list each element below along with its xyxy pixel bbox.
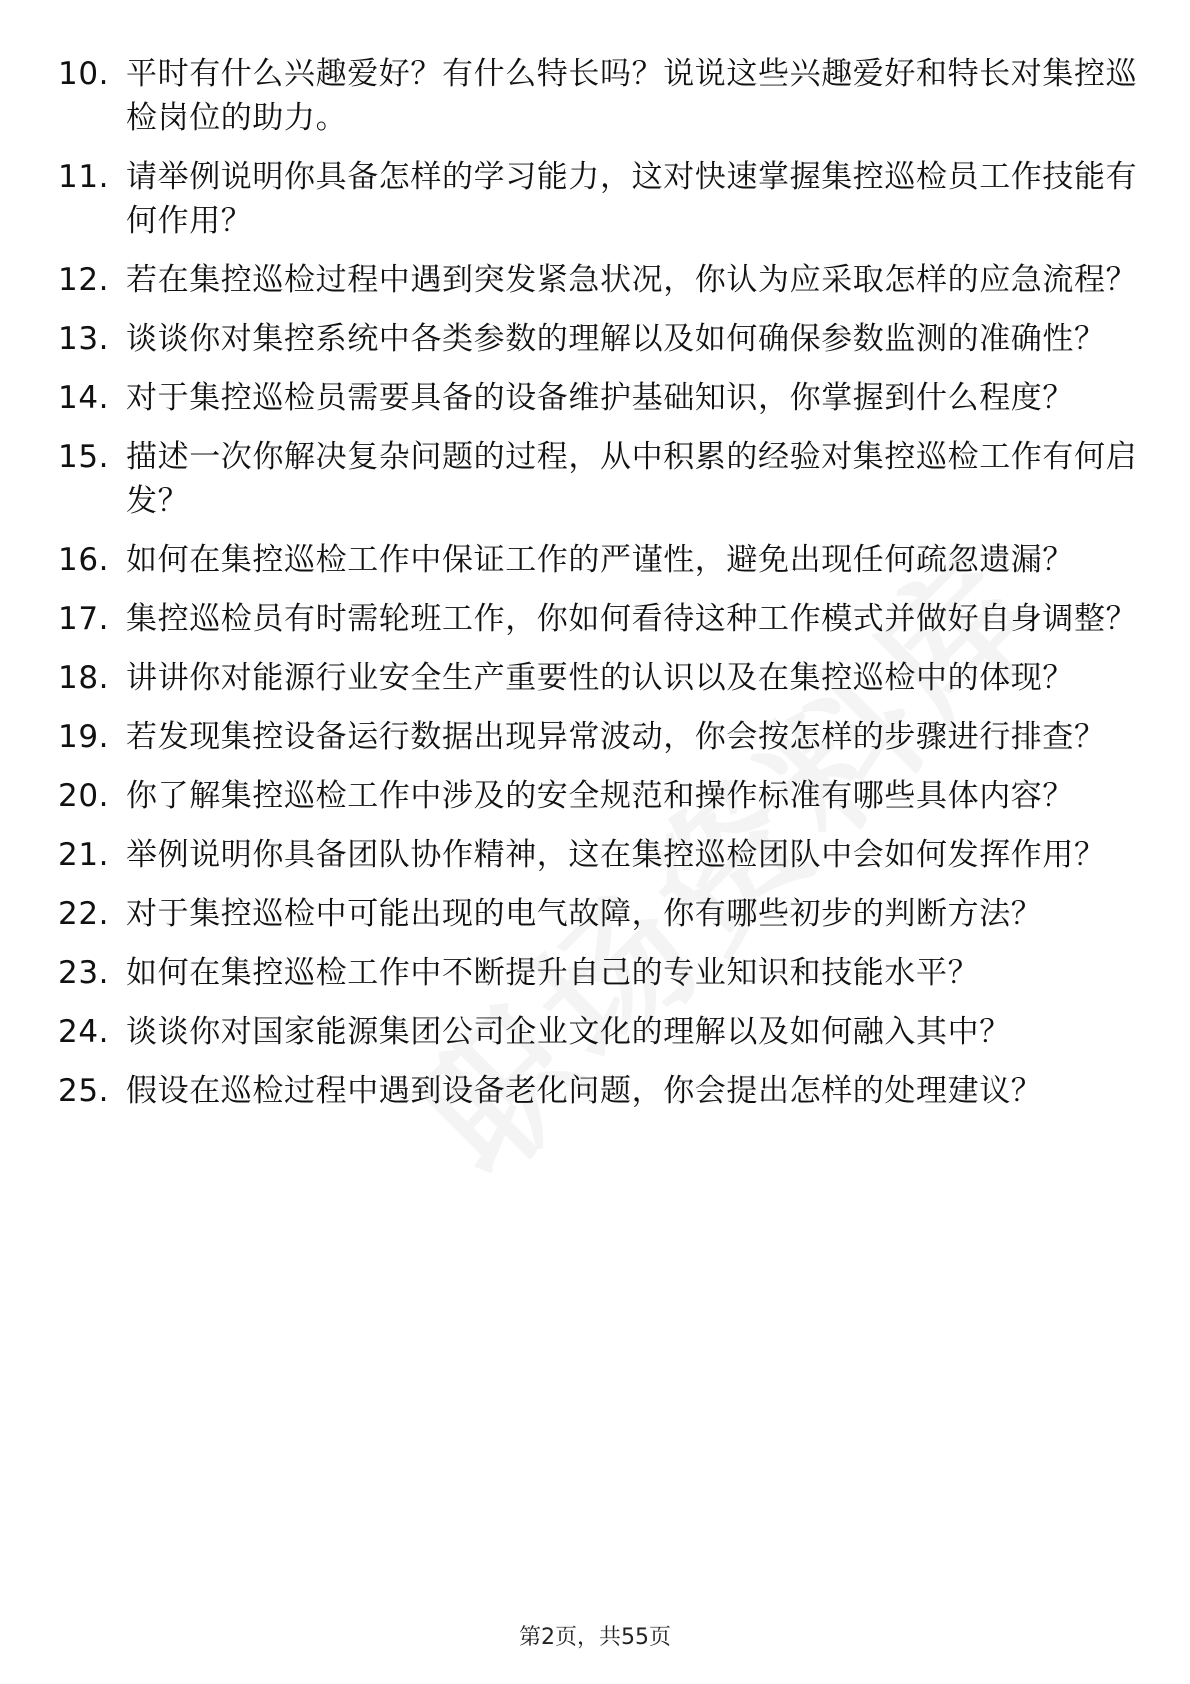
question-number: 14. — [58, 380, 110, 416]
question-text: 集控巡检员有时需轮班工作，你如何看待这种工作模式并做好自身调整？ — [126, 601, 1138, 637]
question-list — [58, 52, 1138, 1128]
question-text: 若发现集控设备运行数据出现异常波动，你会按怎样的步骤进行排查？ — [126, 719, 1106, 755]
question-number: 24. — [58, 1014, 110, 1050]
question-text: 谈谈你对国家能源集团公司企业文化的理解以及如何融入其中？ — [126, 1014, 1011, 1050]
question-number: 19. — [58, 719, 110, 755]
question-text: 请举例说明你具备怎样的学习能力，这对快速掌握集控巡检员工作技能有何作用？ — [126, 159, 1138, 239]
question-item — [58, 774, 1138, 818]
question-number: 12. — [58, 262, 110, 298]
question-text: 你了解集控巡检工作中涉及的安全规范和操作标准有哪些具体内容？ — [126, 778, 1074, 814]
question-number: 23. — [58, 955, 110, 991]
question-item — [58, 833, 1138, 877]
question-number: 22. — [58, 896, 110, 932]
question-text: 如何在集控巡检工作中保证工作的严谨性，避免出现任何疏忽遗漏？ — [126, 542, 1074, 578]
page-footer: 第2页，共55页 — [519, 1625, 671, 1650]
question-number: 16. — [58, 542, 110, 578]
question-number: 10. — [58, 56, 110, 92]
question-text: 若在集控巡检过程中遇到突发紧急状况，你认为应采取怎样的应急流程？ — [126, 262, 1138, 298]
question-item — [58, 715, 1138, 759]
question-number: 13. — [58, 321, 110, 357]
question-item — [58, 951, 1138, 995]
question-item — [58, 1010, 1138, 1054]
question-text: 举例说明你具备团队协作精神，这在集控巡检团队中会如何发挥作用？ — [126, 837, 1106, 873]
question-item — [58, 435, 1138, 523]
question-item — [58, 376, 1138, 420]
question-item — [58, 538, 1138, 582]
question-number: 21. — [58, 837, 110, 873]
question-text: 假设在巡检过程中遇到设备老化问题，你会提出怎样的处理建议？ — [126, 1073, 1043, 1109]
question-text: 对于集控巡检员需要具备的设备维护基础知识，你掌握到什么程度？ — [126, 380, 1074, 416]
question-text: 对于集控巡检中可能出现的电气故障，你有哪些初步的判断方法？ — [126, 896, 1043, 932]
question-number: 18. — [58, 660, 110, 696]
question-number: 17. — [58, 601, 110, 637]
question-item — [58, 317, 1138, 361]
question-text: 如何在集控巡检工作中不断提升自己的专业知识和技能水平？ — [126, 955, 980, 991]
question-number: 20. — [58, 778, 110, 814]
question-item — [58, 155, 1138, 243]
question-text: 谈谈你对集控系统中各类参数的理解以及如何确保参数监测的准确性？ — [126, 321, 1106, 357]
question-text: 描述一次你解决复杂问题的过程，从中积累的经验对集控巡检工作有何启发？ — [126, 439, 1138, 519]
question-item — [58, 1069, 1138, 1113]
question-item — [58, 597, 1138, 641]
question-number: 15. — [58, 439, 110, 475]
question-text: 讲讲你对能源行业安全生产重要性的认识以及在集控巡检中的体现？ — [126, 660, 1074, 696]
question-item — [58, 258, 1138, 302]
question-number: 11. — [58, 159, 110, 195]
question-item — [58, 892, 1138, 936]
question-text: 平时有什么兴趣爱好？有什么特长吗？说说这些兴趣爱好和特长对集控巡检岗位的助力。 — [126, 56, 1138, 136]
question-number: 25. — [58, 1073, 110, 1109]
question-item — [58, 52, 1138, 140]
question-item — [58, 656, 1138, 700]
